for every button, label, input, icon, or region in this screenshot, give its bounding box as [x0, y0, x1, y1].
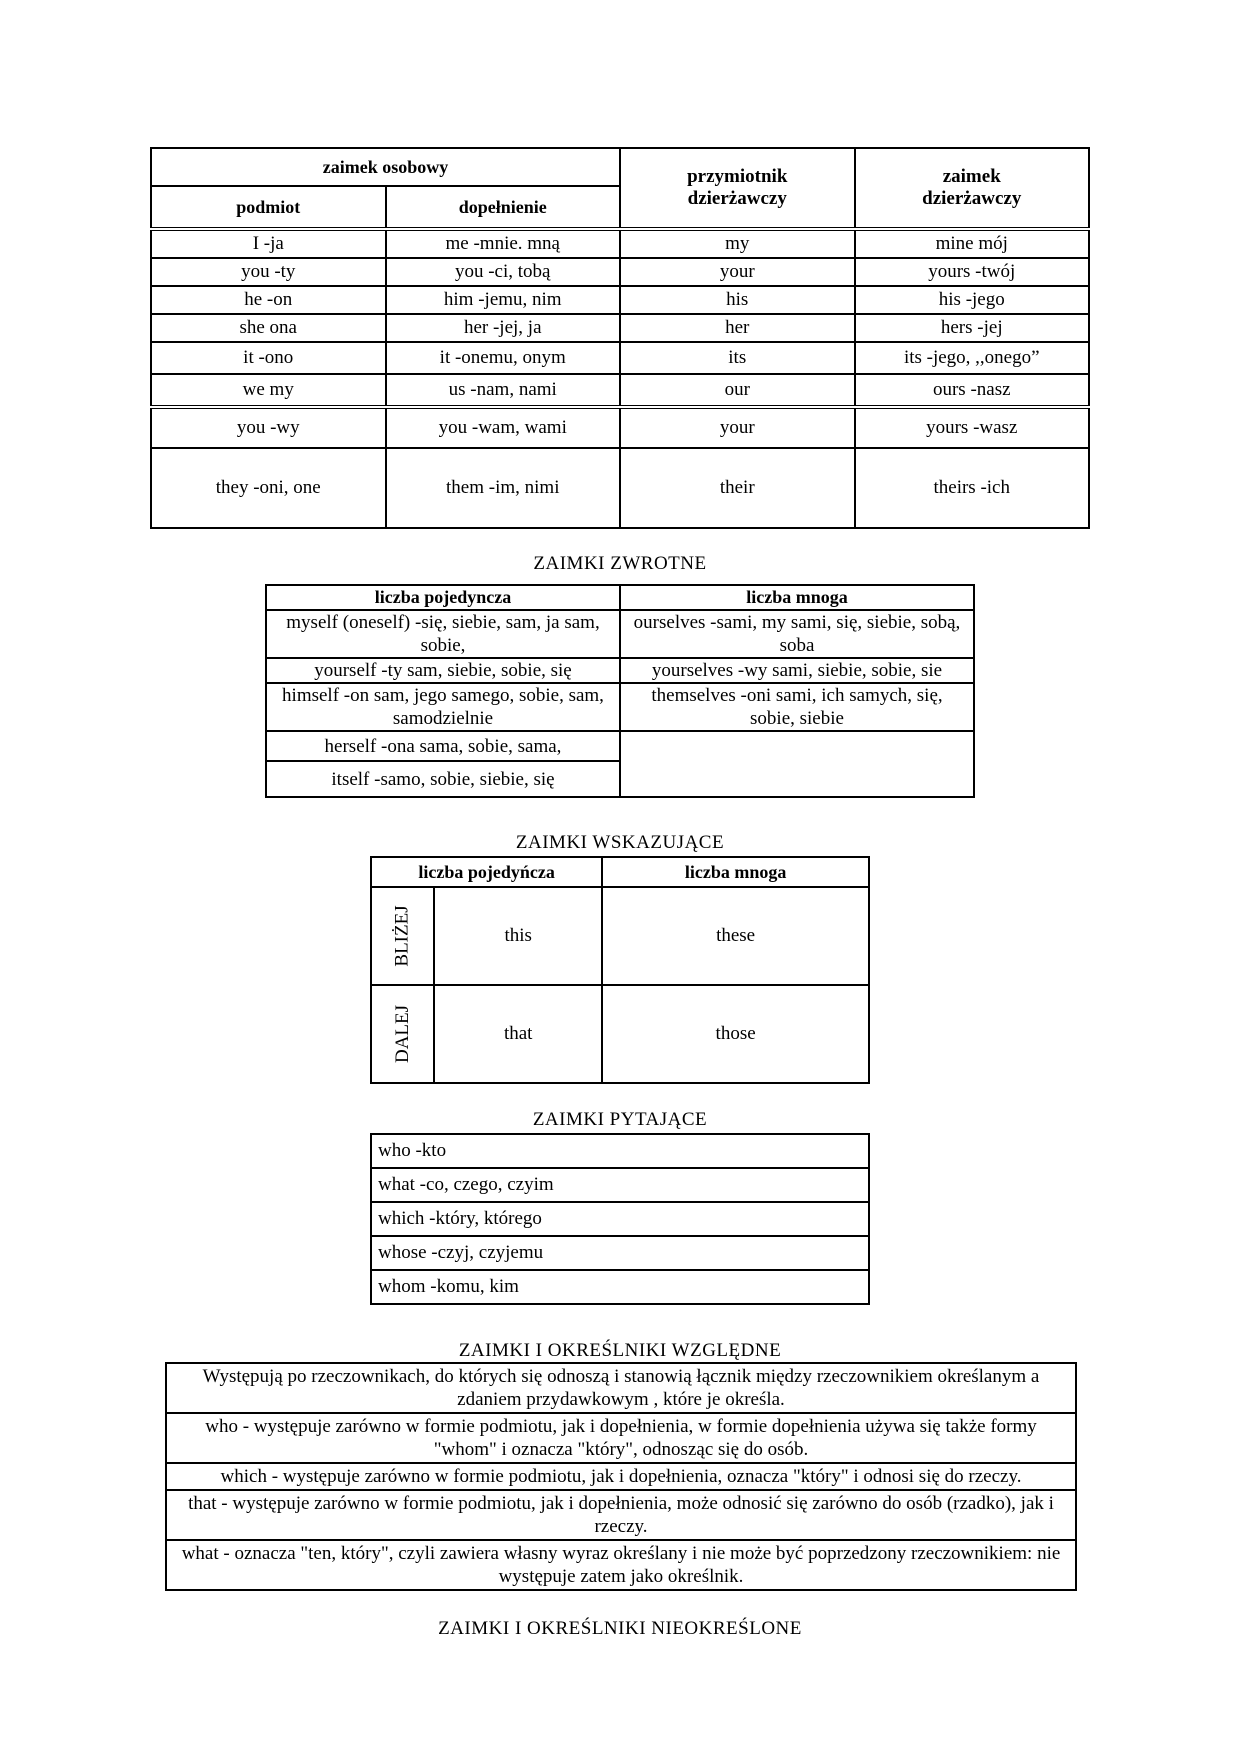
object-cell: them -im, nimi — [386, 448, 621, 528]
subject-cell: you -wy — [151, 407, 386, 448]
header-singular: liczba pojedyńcza — [371, 857, 602, 887]
possessive-cell: yours -twój — [855, 258, 1090, 286]
object-cell: it -onemu, onym — [386, 342, 621, 374]
table-row — [371, 1134, 869, 1168]
singular-cell: myself (oneself) -się, siebie, sam, ja sam, sobie, — [266, 610, 620, 658]
table-row — [371, 1270, 869, 1304]
adjective-cell: her — [620, 314, 855, 342]
object-cell: you -wam, wami — [386, 407, 621, 448]
header-object: dopełnienie — [386, 186, 621, 229]
interrogative-pronouns-table — [370, 1133, 870, 1305]
far-label: DALEJ — [391, 1004, 413, 1064]
interrogative-title: ZAIMKI PYTAJĄCE — [532, 1109, 708, 1130]
far-singular-cell: that — [434, 985, 602, 1083]
singular-cell: himself -on sam, jego samego, sobie, sam, samodzielnie — [266, 683, 620, 731]
table-row — [151, 229, 1089, 258]
possessive-cell: ours -nasz — [855, 374, 1090, 407]
table-row — [371, 1202, 869, 1236]
personal-pronouns-table — [150, 147, 1090, 529]
adjective-cell: his — [620, 286, 855, 314]
adjective-cell: my — [620, 229, 855, 258]
adjective-cell: your — [620, 258, 855, 286]
table-row — [266, 683, 974, 731]
possessive-cell: yours -wasz — [855, 407, 1090, 448]
possessive-cell: hers -jej — [855, 314, 1090, 342]
object-cell: us -nam, nami — [386, 374, 621, 407]
subject-cell: I -ja — [151, 229, 386, 258]
table-row — [371, 1236, 869, 1270]
table-row — [166, 1363, 1076, 1413]
relative-title: ZAIMKI I OKREŚLNIKI WZGLĘDNE — [458, 1340, 782, 1361]
relative-cell: who - występuje zarówno w formie podmiotu, jak i dopełnienia, w formie dopełnienia używa się także formy "whom" i oznacza "który", odnosząc się do osób. — [166, 1413, 1076, 1463]
near-label: BLIŻEJ — [391, 905, 413, 967]
near-singular-cell: this — [434, 887, 602, 985]
possessive-cell: his -jego — [855, 286, 1090, 314]
interrogative-cell: what -co, czego, czyim — [371, 1168, 869, 1202]
near-plural-cell: these — [602, 887, 869, 985]
subject-cell: she ona — [151, 314, 386, 342]
interrogative-cell: which -który, którego — [371, 1202, 869, 1236]
table-row — [151, 314, 1089, 342]
table-row — [371, 887, 869, 985]
header-personal-pronoun: zaimek osobowy — [151, 148, 620, 186]
adjective-cell: their — [620, 448, 855, 528]
table-row — [371, 1168, 869, 1202]
relative-pronouns-table — [165, 1362, 1077, 1591]
adjective-cell: your — [620, 407, 855, 448]
singular-cell: yourself -ty sam, siebie, sobie, się — [266, 658, 620, 683]
plural-cell: ourselves -sami, my sami, się, siebie, sobą, soba — [620, 610, 974, 658]
table-row — [166, 1490, 1076, 1540]
plural-cell: themselves -oni sami, ich samych, się, sobie, siebie — [620, 683, 974, 731]
possessive-cell: its -jego, ,,onego” — [855, 342, 1090, 374]
singular-cell: itself -samo, sobie, siebie, się — [266, 761, 620, 797]
table-row — [151, 407, 1089, 448]
relative-cell: what - oznacza "ten, który", czyli zawiera własny wyraz określany i nie może być poprzedzony rzeczownikiem: nie występuje zatem jako określnik. — [166, 1540, 1076, 1590]
table-row — [151, 286, 1089, 314]
table-row — [151, 448, 1089, 528]
far-plural-cell: those — [602, 985, 869, 1083]
relative-cell: that - występuje zarówno w formie podmiotu, jak i dopełnienia, może odnosić się zarówno do osób (rzadko), jak i rzeczy. — [166, 1490, 1076, 1540]
object-cell: me -mnie. mną — [386, 229, 621, 258]
header-plural: liczba mnoga — [620, 585, 974, 610]
table-row — [166, 1463, 1076, 1490]
table-row — [166, 1540, 1076, 1590]
interrogative-cell: whose -czyj, czyjemu — [371, 1236, 869, 1270]
possessive-cell: theirs -ich — [855, 448, 1090, 528]
header-plural: liczba mnoga — [602, 857, 869, 887]
header-singular: liczba pojedyncza — [266, 585, 620, 610]
empty-cell — [620, 731, 974, 797]
relative-cell: which - występuje zarówno w formie podmiotu, jak i dopełnienia, oznacza "który" i odnosi się do rzeczy. — [166, 1463, 1076, 1490]
subject-cell: they -oni, one — [151, 448, 386, 528]
subject-cell: it -ono — [151, 342, 386, 374]
adjective-cell: our — [620, 374, 855, 407]
table-row — [371, 985, 869, 1083]
object-cell: you -ci, tobą — [386, 258, 621, 286]
interrogative-cell: whom -komu, kim — [371, 1270, 869, 1304]
object-cell: him -jemu, nim — [386, 286, 621, 314]
subject-cell: he -on — [151, 286, 386, 314]
demonstrative-title: ZAIMKI WSKAZUJĄCE — [515, 832, 725, 853]
singular-cell: herself -ona sama, sobie, sama, — [266, 731, 620, 761]
subject-cell: you -ty — [151, 258, 386, 286]
object-cell: her -jej, ja — [386, 314, 621, 342]
header-possessive-adjective: przymiotnik dzierżawczy — [620, 148, 855, 229]
possessive-cell: mine mój — [855, 229, 1090, 258]
interrogative-cell: who -kto — [371, 1134, 869, 1168]
adjective-cell: its — [620, 342, 855, 374]
table-row — [266, 658, 974, 683]
reflexive-pronouns-table — [265, 584, 975, 798]
indefinite-title: ZAIMKI I OKREŚLNIKI NIEOKREŚLONE — [438, 1618, 802, 1639]
relative-cell: Występują po rzeczownikach, do których się odnoszą i stanowią łącznik między rzeczownikiem określanym a zdaniem przydawkowym , które je określa. — [166, 1363, 1076, 1413]
reflexive-title: ZAIMKI ZWROTNE — [533, 553, 707, 574]
table-row — [151, 342, 1089, 374]
header-subject: podmiot — [151, 186, 386, 229]
header-possessive-pronoun: zaimek dzierżawczy — [855, 148, 1090, 229]
table-row — [151, 258, 1089, 286]
table-row — [266, 731, 974, 761]
table-row — [151, 374, 1089, 407]
subject-cell: we my — [151, 374, 386, 407]
table-row — [166, 1413, 1076, 1463]
table-row — [266, 610, 974, 658]
plural-cell: yourselves -wy sami, siebie, sobie, sie — [620, 658, 974, 683]
demonstrative-pronouns-table — [370, 856, 870, 1084]
